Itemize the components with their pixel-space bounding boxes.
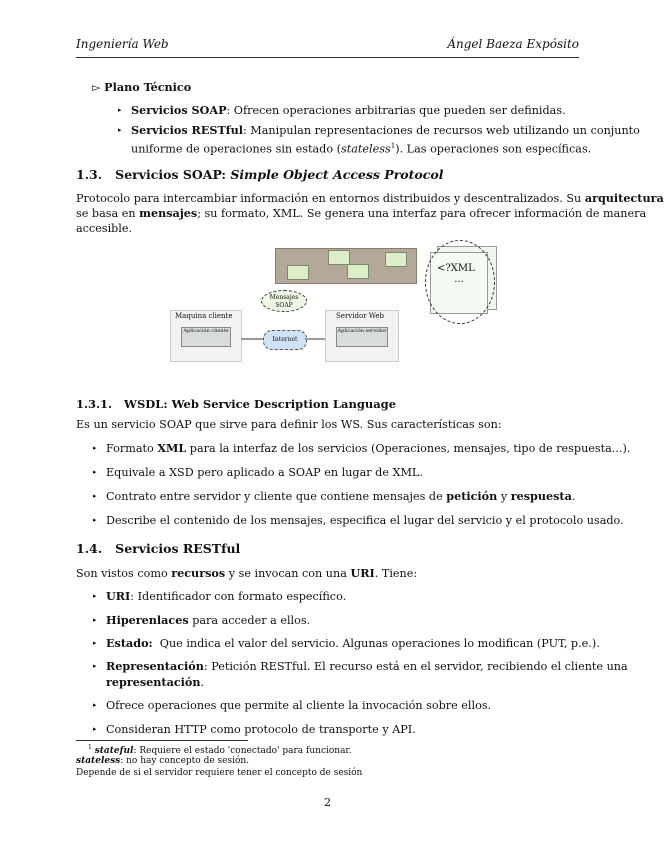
list-item: URI: Identificador con formato específico. [106,589,347,603]
client-app: Aplicación cliente [181,327,231,347]
envelope-icon [385,252,407,267]
bullet-icon: ▸ [93,725,97,733]
footnote: $^1$ stateful: Requiere el estado 'conectado' para funcionar. [88,744,352,756]
bullet-icon: ▸ [93,701,97,709]
bullet-icon: ▸ [93,662,97,670]
list-item: Consideran HTTP como protocolo de transporte y API. [106,723,416,736]
soap-figure [155,238,505,368]
list-item: Servicios SOAP: Ofrecen operaciones arbitrarias que pueden ser definidas. [131,103,566,117]
paragraph: Son vistos como recursos y se invocan con una URI. Tiene: [76,566,418,580]
list-item: Describe el contenido de los mensajes, especifica el lugar del servicio y el protocolo usado. [106,514,624,527]
bullet-icon: ▸ [93,468,97,476]
list-item: Estado: Que indica el valor del servicio. Algunas operaciones lo modifican (PUT, p.e.). [106,636,600,650]
header-right: Ángel Baeza Expósito [447,37,579,51]
bullet-icon: ▸ [93,616,97,624]
paragraph: Es un servicio SOAP que sirve para definir los WS. Sus características son: [76,418,502,431]
footnote: stateless: no hay concepto de sesión. [76,756,250,766]
footnote: Depende de si el servidor requiere tener el concepto de sesión [76,768,363,778]
paragraph: accesible. [76,222,133,235]
page-number: 2 [323,796,332,809]
bullet-icon: ▸ [93,516,97,524]
bullet-icon: ▸ [118,106,122,114]
server-label: Servidor Web [336,312,384,320]
list-item: Formato XML para la interfaz de los servicios (Operaciones, mensajes, tipo de respuesta...). [106,441,631,455]
list-item-cont: uniforme de operaciones sin estado (stateless$^1$). Las operaciones son específicas. [131,142,592,156]
list-item: Contrato entre servidor y cliente que contiene mensajes de petición y respuesta. [106,489,576,503]
dots: ... [454,274,464,285]
list-item: Equivale a XSD pero aplicado a SOAP en lugar de XML. [106,466,423,479]
paragraph: Protocolo para intercambiar información en entornos distribuidos y descentralizados. Su arquitectura [76,191,664,205]
section-heading-1-3-1: 1.3.1. WSDL: Web Service Description Language [76,397,397,411]
footnote-rule [76,740,248,741]
soap-messages-bubble: Mensajes SOAP [261,290,307,312]
server-app: Aplicación servidor [336,327,388,347]
list-item: Ofrece operaciones que permite al cliente la invocación sobre ellos. [106,699,492,712]
header-left: Ingeniería Web [76,37,169,51]
bullet-icon: ▸ [118,126,122,134]
envelope-icon [347,264,369,279]
bullet-icon: ▸ [93,639,97,647]
section-heading-1-3: 1.3. Servicios SOAP: Simple Object Access Protocol [76,167,444,182]
list-item: Representación: Petición RESTful. El recurso está en el servidor, recibiendo el cliente una [106,659,628,673]
list-item: Servicios RESTful: Manipulan representaciones de recursos web utilizando un conjunto [131,123,640,137]
section-heading-1-4: 1.4. Servicios RESTful [76,541,241,556]
envelope-icon [287,265,309,280]
bullet-icon: ▸ [93,492,97,500]
header-rule [76,57,579,58]
list-item: Hiperenlaces para acceder a ellos. [106,613,311,627]
xml-label: <?XML [437,263,475,274]
internet-cloud: Internet [263,330,307,350]
paragraph: se basa en mensajes; su formato, XML. Se genera una interfaz para ofrecer información de manera [76,206,647,220]
list-item-cont: representación. [106,675,205,689]
bullet-icon: ▸ [93,444,97,452]
plano-heading: ▻ Plano Técnico [92,80,192,94]
bullet-icon: ▸ [93,592,97,600]
client-label: Maquina cliente [175,312,233,320]
triangle-marker-icon: ▻ [92,81,101,94]
envelope-icon [328,250,350,265]
